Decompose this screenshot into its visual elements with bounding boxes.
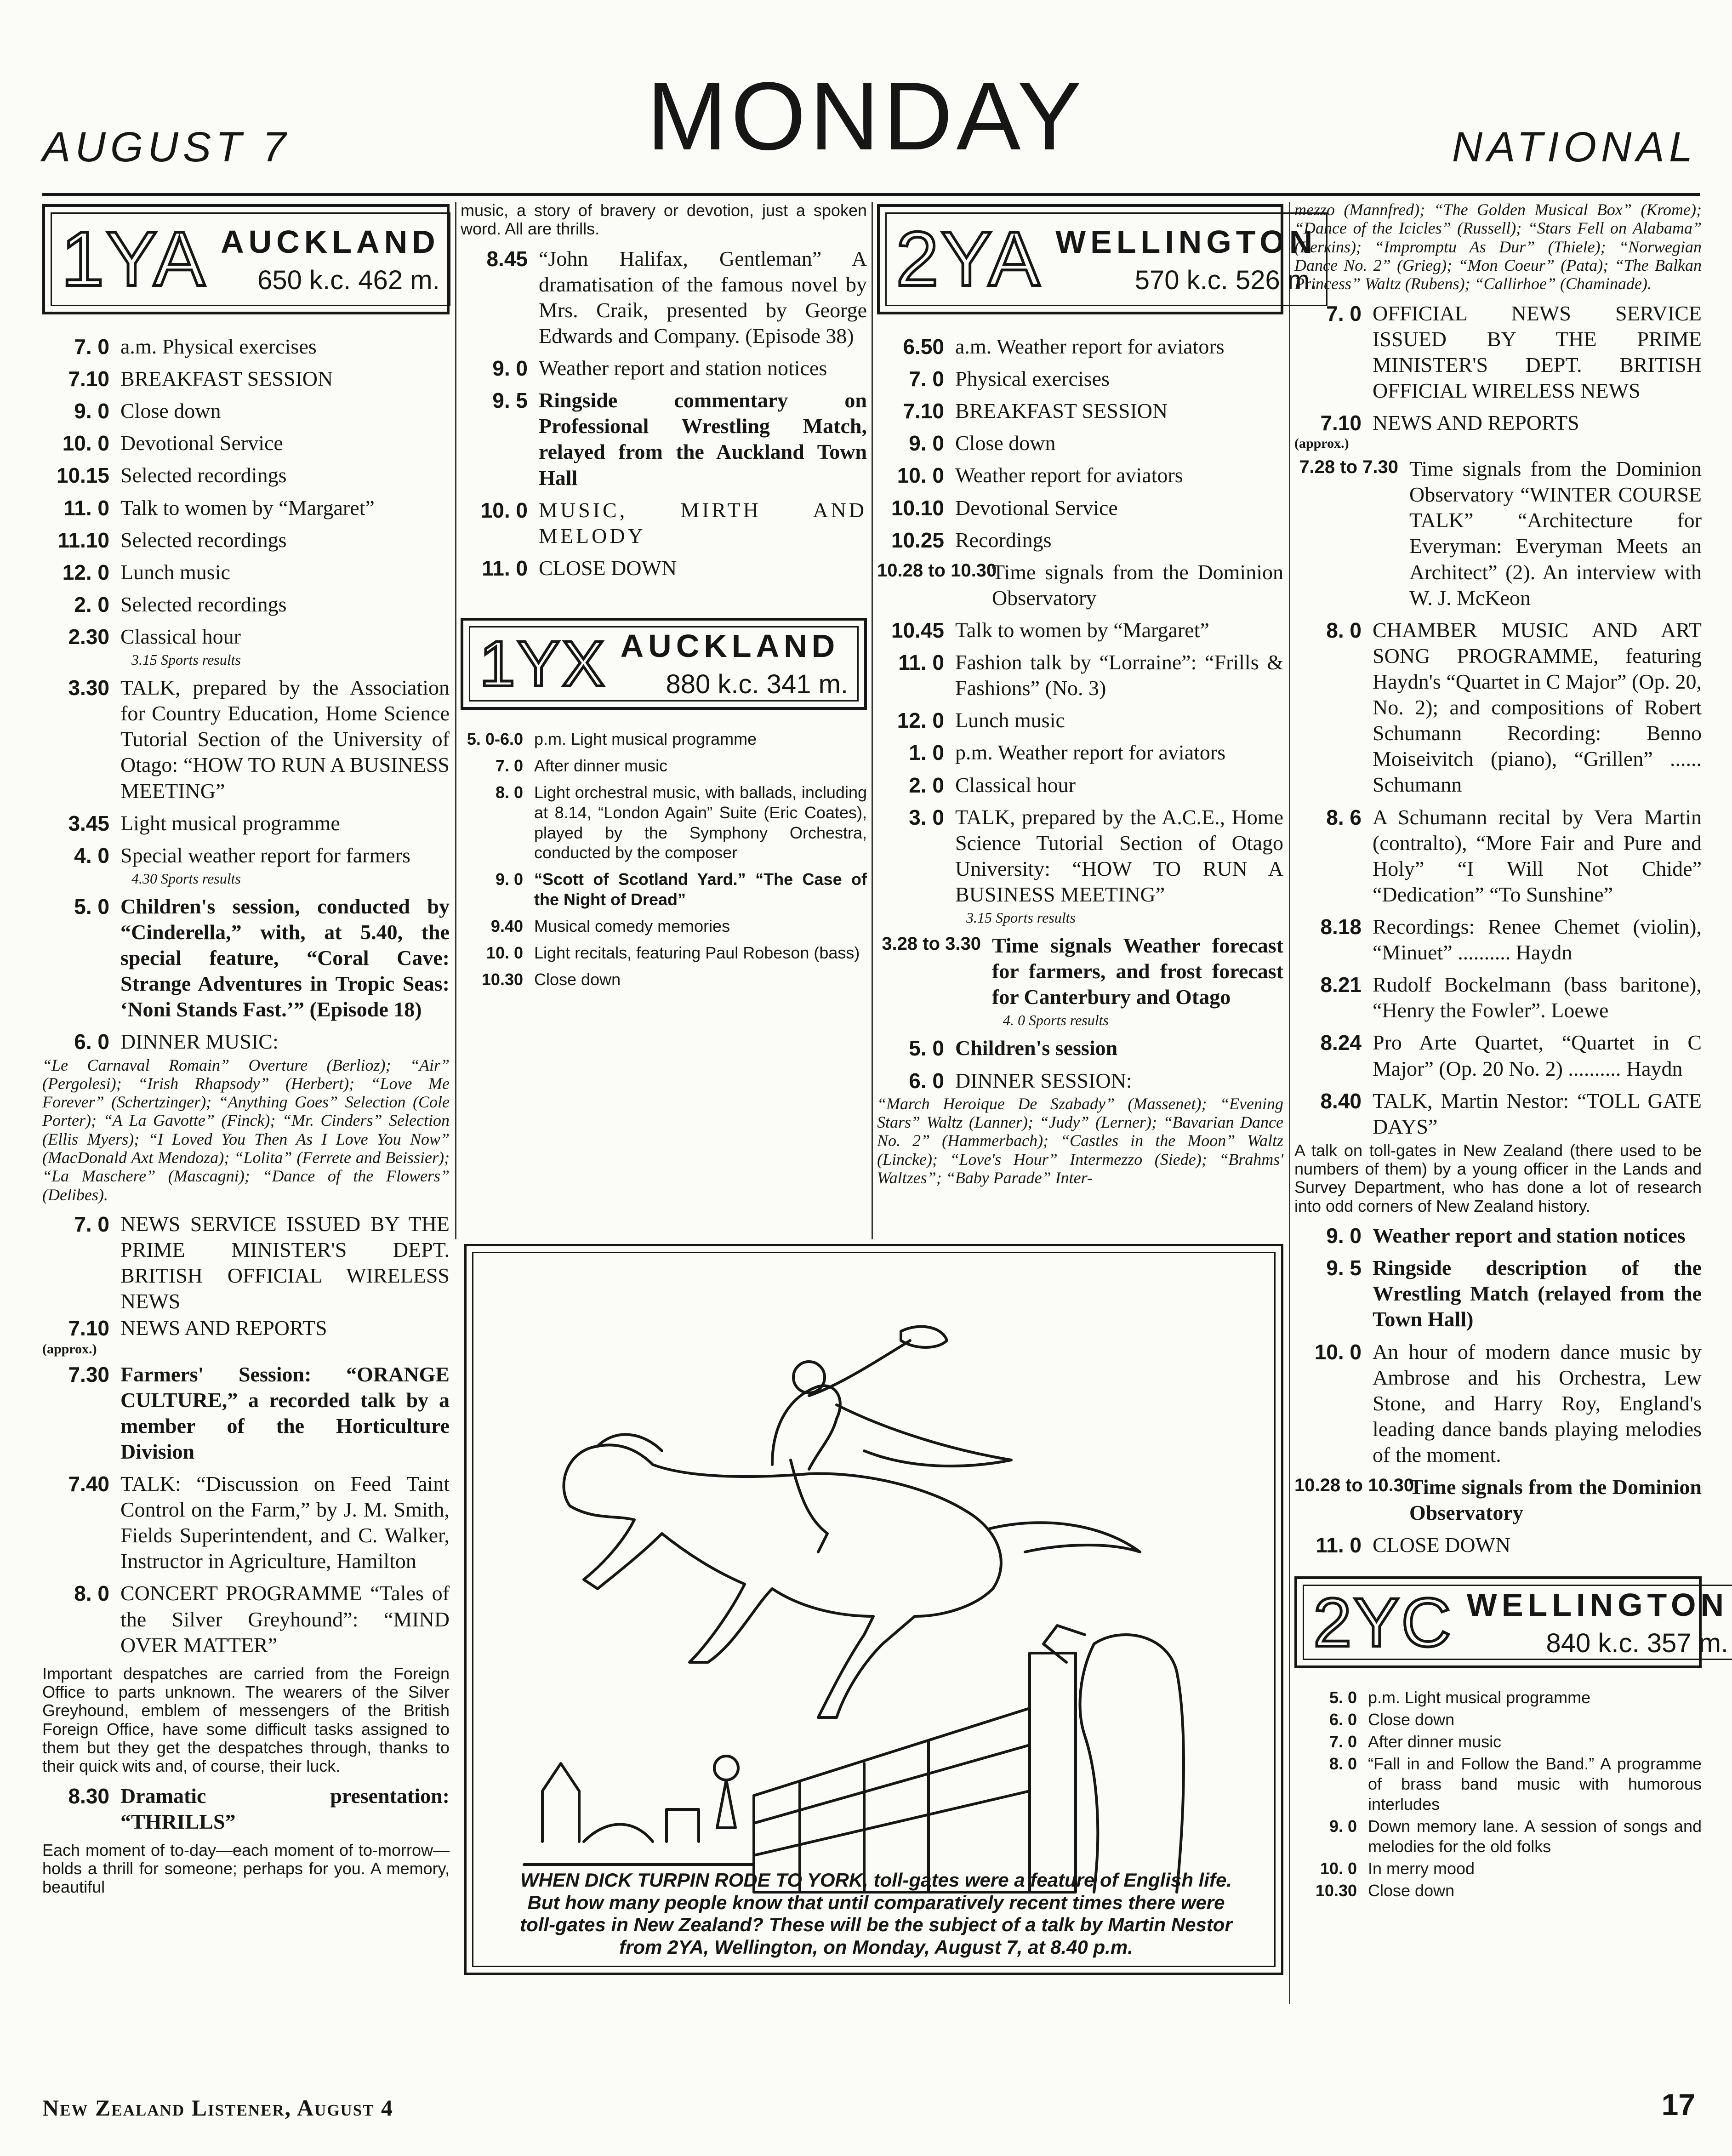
programme-entry: [1294, 1754, 1702, 1814]
programme-time: 10.45: [891, 618, 944, 642]
programme-text: Light orchestral music, with ballads, including at 8.14, “London Again” Suite (Eric Coates), played by the Symphony Orchestra, conducted by the composer: [534, 782, 867, 862]
programme-time: 9. 0: [492, 356, 528, 381]
programme-text: Close down: [534, 970, 621, 989]
programme-entry: [1294, 1859, 1702, 1879]
sports-results-note: 4.30 Sports results: [131, 870, 241, 887]
sports-results-note: 3.15 Sports results: [966, 909, 1076, 926]
programme-text: Close down: [1368, 1881, 1455, 1900]
programme-text: CONCERT PROGRAMME “Tales of the Silver Greyhound”: “MIND OVER MATTER”: [120, 1581, 450, 1657]
programme-entry: [877, 398, 1283, 424]
programme-time: 7.30: [68, 1362, 109, 1386]
programme-entry: [1294, 1688, 1702, 1708]
programme-time: 11. 0: [482, 556, 528, 580]
programme-entry: [42, 1211, 450, 1314]
programme-text: Physical exercises: [955, 367, 1110, 391]
programme-text: Close down: [120, 399, 221, 423]
programme-time: 4. 0: [74, 843, 109, 867]
programme-text: CHAMBER MUSIC AND ART SONG PROGRAMME, featuring Haydn's “Quartet in C Major” (Op. 20, No. 2); and compositions of Robert Schumann Recording: Benno Moiseivitch (piano), “Grillen” ...... Schumann: [1373, 618, 1702, 797]
programme-entry: [42, 1471, 450, 1574]
programme-entry: [461, 246, 867, 349]
programme-text: DINNER MUSIC:: [120, 1030, 279, 1054]
programme-entry: [42, 495, 450, 521]
programme-time: 12. 0: [62, 560, 109, 584]
programme-text: Special weather report for farmers: [120, 843, 410, 867]
programme-entry: [877, 804, 1283, 907]
programme-text: TALK: “Discussion on Feed Taint Control on the Farm,” by J. M. Smith, Fields Superintendent, and C. Walker, Instructor in Agriculture, Hamilton: [120, 1472, 450, 1573]
programme-time: 11. 0: [63, 496, 109, 520]
programme-time: 9. 5: [492, 388, 528, 413]
programme-text: NEWS AND REPORTS: [120, 1316, 327, 1340]
header-date: AUGUST 7: [42, 124, 291, 171]
programme-time: 7.28 to 7.30: [1299, 457, 1398, 478]
programme-time: 10. 0: [1320, 1859, 1357, 1878]
programme-entry: [461, 729, 867, 749]
programme-entry: [877, 650, 1283, 701]
programme-entry: [877, 707, 1283, 733]
programme-text: Close down: [955, 431, 1056, 455]
programme-entry: [1294, 1816, 1702, 1857]
programme-entry: [877, 772, 1283, 798]
programme-entry: [1294, 1474, 1702, 1526]
programme-entry: [42, 624, 450, 650]
programme-entry: [461, 555, 867, 581]
header-rule: [42, 193, 1700, 196]
programme-text: TALK, prepared by the Association for Country Education, Home Science Tutorial Section of the University of Otago: “HOW TO RUN A BUSINESS MEETING”: [120, 676, 450, 803]
programme-entry: [877, 1068, 1283, 1094]
sports-results-note: 4. 0 Sports results: [1003, 1012, 1109, 1029]
programme-time: 8. 0: [74, 1581, 109, 1606]
programme-time: 10. 0: [486, 943, 523, 963]
programme-text: Farmers' Session: “ORANGE CULTURE,” a recorded talk by a member of the Horticulture Division: [120, 1362, 450, 1463]
programme-text: Close down: [1368, 1710, 1455, 1729]
programme-text: Selected recordings: [120, 592, 287, 616]
illustration-box: [464, 1244, 1283, 1975]
column-divider: [1289, 202, 1290, 2004]
programme-time: 7.10: [903, 399, 944, 423]
programme-time: 8. 6: [1326, 805, 1362, 829]
programme-text: “Scott of Scotland Yard.” “The Case of the Night of Dread”: [534, 870, 867, 909]
programme-text: CLOSE DOWN: [1373, 1533, 1511, 1557]
programme-text: TALK, prepared by the A.C.E., Home Science Tutorial Section of Otago University: “HOW TO RUN A BUSINESS MEETING”: [955, 805, 1283, 906]
programme-text: Children's session: [955, 1036, 1118, 1060]
programme-time: 5. 0-6.0: [467, 729, 523, 748]
programme-time: 3. 0: [909, 805, 944, 829]
programme-text: NEWS AND REPORTS: [1373, 411, 1579, 434]
programme-time: 6. 0: [1329, 1710, 1357, 1729]
programme-text: Recordings: [955, 528, 1052, 552]
programme-entry: [1294, 804, 1702, 907]
callsign: 1YX: [479, 627, 607, 700]
publication-footer: New Zealand Listener, August 4: [42, 2095, 394, 2121]
programme-entry: [42, 1362, 450, 1465]
dick-turpin-horse-illustration: [515, 1313, 1246, 1911]
programme-text: Children's session, conducted by “Cinderella,” with, at 5.40, the special feature, “Coral Cave: Strange Adventures in Tropic Seas: ‘Noni Stands Fast.’” (Episode 18): [120, 894, 450, 1021]
programme-time: 9. 0: [1329, 1816, 1357, 1836]
programme-text: p.m. Light musical programme: [1368, 1688, 1591, 1707]
station-logo-2yc: [1294, 1576, 1729, 1668]
programme-time: 10.28 to 10.30: [1294, 1475, 1414, 1496]
programme-time: 9. 0: [74, 399, 109, 423]
programme-entry: [1294, 1088, 1702, 1140]
column-4: [1294, 200, 1729, 1902]
programme-time: 3.30: [68, 676, 109, 700]
programme-time: 12. 0: [897, 708, 944, 733]
programme-entry: [461, 497, 867, 549]
programme-text: MUSIC, MIRTH AND MELODY: [539, 498, 867, 548]
programme-entry: [1294, 1223, 1702, 1249]
programme-entry: [461, 388, 867, 491]
programme-text: BREAKFAST SESSION: [955, 399, 1168, 423]
station-logo-1ya: [42, 204, 450, 314]
programme-entry: [1294, 456, 1702, 611]
programme-text: Musical comedy memories: [534, 917, 730, 936]
programme-time: 9. 0: [1326, 1224, 1362, 1248]
programme-text: Fashion talk by “Lorraine”: “Frills & Fashions” (No. 3): [955, 650, 1283, 700]
programme-text: Classical hour: [955, 773, 1076, 797]
programme-entry: [877, 617, 1283, 643]
programme-entry: [461, 756, 867, 776]
programme-entry: [877, 1035, 1283, 1061]
sports-results-note: 3.15 Sports results: [131, 651, 241, 668]
programme-entry: [461, 970, 867, 990]
programme-text: Selected recordings: [120, 528, 287, 552]
programme-entry: [1294, 301, 1702, 404]
programme-entry: [1294, 972, 1702, 1023]
programme-text: Light recitals, featuring Paul Robeson (bass): [534, 943, 860, 963]
programme-text: p.m. Light musical programme: [534, 729, 757, 748]
programme-entry: [42, 462, 450, 488]
programme-entry: [461, 943, 867, 963]
programme-text: BREAKFAST SESSION: [120, 367, 333, 391]
callsign: 1YA: [61, 216, 207, 302]
programme-time: 1. 0: [909, 741, 944, 765]
programme-time: 8. 0: [495, 782, 523, 802]
station-frequency: 880 k.c. 341 m.: [666, 669, 848, 700]
programme-time: 10.15: [56, 463, 109, 488]
programme-entry: [42, 398, 450, 424]
programme-time: 2. 0: [74, 592, 109, 616]
programme-entry: [877, 334, 1283, 359]
programme-text: p.m. Weather report for aviators: [955, 741, 1226, 764]
programme-time: 7. 0: [1329, 1732, 1357, 1751]
programme-time: 7.10: [68, 1316, 109, 1340]
programme-entry: [42, 1315, 450, 1341]
programme-entry: [877, 366, 1283, 392]
programme-entry: [42, 843, 450, 868]
programme-time: 3.45: [68, 811, 109, 835]
programme-entry: [42, 1029, 450, 1055]
programme-entry: [1294, 1881, 1702, 1901]
programme-text: Time signals from the Dominion Observatory: [992, 560, 1283, 610]
programme-entry: [877, 559, 1283, 611]
programme-time: 8. 0: [1329, 1754, 1357, 1774]
programme-time: 7. 0: [74, 335, 109, 359]
programme-entry: [42, 527, 450, 553]
programme-text: Talk to women by “Margaret”: [120, 496, 375, 519]
programme-entry: [1294, 914, 1702, 965]
programme-text: After dinner music: [534, 756, 668, 775]
station-name: AUCKLAND: [221, 223, 440, 260]
programme-entry: [42, 559, 450, 585]
programme-time: 8.30: [68, 1784, 109, 1808]
programme-time: 10.30: [481, 970, 523, 989]
programme-entry: [42, 430, 450, 456]
programme-entry: [877, 933, 1283, 1010]
programme-entry: [1294, 1710, 1702, 1730]
programme-text: Rudolf Bockelmann (bass baritone), “Henry the Fowler”. Loewe: [1373, 973, 1702, 1022]
programme-time: 8.24: [1320, 1031, 1362, 1055]
programme-text: Dramatic presentation: “THRILLS”: [120, 1784, 450, 1833]
programme-entry: [461, 916, 867, 936]
station-name: WELLINGTON: [1055, 223, 1317, 260]
station-logo-2ya: [877, 204, 1317, 314]
programme-time: 8. 0: [1326, 618, 1362, 642]
programme-text: Light musical programme: [120, 811, 340, 835]
programme-time: 6. 0: [909, 1068, 944, 1093]
programme-time: 9. 5: [1326, 1256, 1362, 1280]
programme-time: 2.30: [68, 624, 109, 649]
programme-text: Weather report and station notices: [539, 356, 827, 380]
programme-time: 7. 0: [74, 1212, 109, 1237]
programme-entry: [877, 495, 1283, 521]
programme-entry: [42, 1783, 450, 1835]
column-1yx-auckland: [42, 204, 450, 1904]
programme-entry: [42, 1580, 450, 1658]
programme-text: Down memory lane. A session of songs and melodies for the old folks: [1368, 1816, 1702, 1856]
programme-entry: [42, 894, 450, 1023]
illustration-caption: WHEN DICK TURPIN RODE TO YORK, toll-gates were a feature of English life. But how many people know that until comparatively recent times there were toll-gates in New Zealand? These will be the subject of a talk by Martin Nestor from 2YA, Wellington, on Monday, August 7, at 8.40 p.m.: [520, 1869, 1232, 1958]
programme-time: 7. 0: [1326, 301, 1362, 325]
programme-text: Lunch music: [955, 708, 1065, 732]
programme-text: Recordings: Renee Chemet (violin), “Minuet” .......... Haydn: [1373, 914, 1702, 964]
header-day: MONDAY: [646, 62, 1086, 170]
callsign: 2YC: [1313, 1584, 1453, 1661]
column-divider: [455, 202, 456, 1239]
programme-time: 10.30: [1315, 1881, 1357, 1900]
programme-text: OFFICIAL NEWS SERVICE ISSUED BY THE PRIME MINISTER'S DEPT. BRITISH OFFICIAL WIRELESS NEWS: [1373, 301, 1702, 402]
programme-time: 3.28 to 3.30: [882, 934, 981, 954]
programme-time: 5. 0: [74, 894, 109, 918]
programme-time: 9. 0: [495, 870, 523, 889]
programme-entry: [1294, 1030, 1702, 1081]
toll-gate-note: A talk on toll-gates in New Zealand (there used to be numbers of them) by a young officer in the Lands and Survey Department, who has done a lot of research into odd corners of New Zealand history.: [1294, 1141, 1702, 1215]
programme-entry: [461, 782, 867, 863]
programme-text: Classical hour: [120, 624, 241, 648]
programme-text: Time signals from the Dominion Observatory: [1409, 1475, 1702, 1525]
page-number: 17: [1661, 2088, 1695, 2122]
programme-entry: [877, 527, 1283, 553]
station-frequency: 650 k.c. 462 m.: [257, 265, 440, 295]
programme-time: 8.40: [1320, 1089, 1362, 1113]
programme-time: 5. 0: [1329, 1688, 1357, 1707]
programme-time: 10.25: [891, 528, 944, 552]
programme-entry: [1294, 617, 1702, 798]
programme-text: Pro Arte Quartet, “Quartet in C Major” (Op. 20 No. 2) .......... Haydn: [1373, 1031, 1702, 1080]
station-name: AUCKLAND: [620, 628, 840, 664]
programme-time: 10. 0: [480, 498, 528, 522]
programme-text: After dinner music: [1368, 1732, 1502, 1751]
programme-text: Devotional Service: [955, 496, 1118, 519]
programme-entry: [1294, 1532, 1702, 1558]
despatches-note: Important despatches are carried from the Foreign Office to parts unknown. The wearers of the Silver Greyhound, emblem of messengers of the British Foreign Office, have some difficult tasks assigned to them but they get the despatches through, thanks to their quick wits and, of course, their luck.: [42, 1664, 450, 1776]
programme-time: 7.10: [68, 367, 109, 391]
programme-text: An hour of modern dance music by Ambrose and his Orchestra, Lew Stone, and Harry Roy, England's leading dance bands playing melodies of the moment.: [1373, 1340, 1702, 1466]
programme-time: 8.18: [1320, 914, 1362, 939]
column-2ya-wellington: [877, 204, 1317, 1194]
programme-text: Devotional Service: [120, 431, 283, 455]
programme-text: Weather report for aviators: [955, 463, 1183, 487]
station-name: WELLINGTON: [1466, 1586, 1729, 1623]
continued-dinner-list: mezzo (Mannfred); “The Golden Musical Box” (Krome); “Dance of the Icicles” (Russell); “Stars Fell on Alabama” (Perkins); “Impromptu As Dur” (Thiele); “Norwegian Dance No. 2” (Grieg); “Mon Coeur” (Pata); “The Balkan Princess” Waltz (Rubens); “Callirhoe” (Chaminade).: [1294, 200, 1702, 293]
programme-text: Ringside commentary on Professional Wrestling Match, relayed from the Auckland Town Hall: [539, 388, 867, 490]
approx-note: (approx.): [1294, 436, 1349, 451]
programme-text: “Fall in and Follow the Band.” A programme of brass band music with humorous interludes: [1368, 1754, 1702, 1814]
programme-time: 6.50: [903, 335, 944, 359]
programme-text: Ringside description of the Wrestling Match (relayed from the Town Hall): [1373, 1256, 1702, 1331]
programme-time: 9. 0: [909, 431, 944, 456]
programme-time: 7. 0: [909, 367, 944, 391]
callsign: 2YA: [896, 216, 1042, 302]
programme-time: 7. 0: [495, 756, 523, 775]
programme-text: TALK, Martin Nestor: “TOLL GATE DAYS”: [1373, 1089, 1702, 1138]
programme-entry: [461, 869, 867, 910]
column-divider: [872, 202, 873, 1239]
programme-text: “John Halifax, Gentleman” A dramatisation of the famous novel by Mrs. Craik, presented by George Edwards and Company. (Episode 38): [539, 246, 867, 348]
dinner-music-list: “Le Carnaval Romain” Overture (Berlioz); “Air” (Pergolesi); “Irish Rhapsody” (Herbert); “Love Me Forever” (Schertzinger); “Anything Goes” Selection (Cole Porter); “A La Gavotte” (Finck); “Mr. Cinders” Selection (Ellis Myers); “I Loved You Then As I Love You Now” (MacDonald Axt Mendoza); “Lolita” (Ferrete and Beissier); “La Maschere” (Mascagni); “Dance of the Flowers” (Delibes).: [42, 1055, 450, 1204]
programme-entry: [1294, 1339, 1702, 1468]
thrills-note: Each moment of to-day—each moment of to-morrow—holds a thrill for someone; perhaps for you. A memory, beautiful: [42, 1840, 450, 1897]
programme-text: Time signals Weather forecast for farmers, and frost forecast for Canterbury and Otago: [992, 934, 1283, 1009]
programme-time: 10.28 to 10.30: [877, 560, 997, 581]
programme-time: 7.40: [68, 1472, 109, 1496]
programme-time: 2. 0: [909, 773, 944, 797]
continued-note: music, a story of bravery or devotion, just a spoken word. All are thrills.: [461, 201, 867, 239]
programme-entry: [877, 430, 1283, 456]
programme-time: 8.45: [486, 246, 528, 271]
programme-time: 6. 0: [74, 1030, 109, 1054]
station-frequency: 570 k.c. 526 m.: [1134, 265, 1317, 295]
programme-text: CLOSE DOWN: [539, 556, 677, 580]
programme-text: DINNER SESSION:: [955, 1068, 1132, 1092]
programme-entry: [42, 810, 450, 836]
programme-entry: [877, 462, 1283, 488]
station-frequency: 840 k.c. 357 m.: [1546, 1628, 1729, 1658]
programme-time: 9.40: [490, 917, 523, 936]
programme-time: 11. 0: [1316, 1533, 1362, 1557]
programme-entry: [42, 366, 450, 392]
header-network: NATIONAL: [1452, 124, 1697, 171]
programme-text: a.m. Weather report for aviators: [955, 335, 1225, 358]
programme-time: 10. 0: [62, 431, 109, 456]
programme-time: 11.10: [57, 528, 109, 552]
programme-entry: [1294, 1255, 1702, 1332]
programme-time: 10. 0: [1314, 1340, 1362, 1364]
programme-time: 7.10: [1320, 411, 1362, 435]
programme-entry: [461, 355, 867, 381]
column-2: [461, 201, 867, 996]
programme-time: 8.21: [1320, 973, 1362, 997]
programme-text: Time signals from the Dominion Observatory “WINTER COURSE TALK” “Architecture for Everyman: Everyman Meets an Architect” (2). An interview with W. J. McKeon: [1409, 457, 1702, 610]
programme-text: In merry mood: [1368, 1859, 1475, 1878]
programme-entry: [42, 334, 450, 359]
programme-entry: [1294, 1732, 1702, 1752]
programme-entry: [42, 675, 450, 804]
programme-text: Lunch music: [120, 560, 230, 584]
station-logo-1yx: [461, 618, 867, 710]
dinner-music-list: “March Heroique De Szabady” (Massenet); “Evening Stars” Waltz (Lanner); “Judy” (Lerner); “Bavarian Dance No. 2” (Hammerbach); “Castles in the Moon” Waltz (Lincke); “Love's Hour” Intermezzo (Siede); “Brahms' Waltzes”; “Baby Parade” Inter-: [877, 1094, 1283, 1187]
programme-text: Selected recordings: [120, 463, 287, 487]
programme-text: A Schumann recital by Vera Martin (contralto), “More Fair and Pure and Holy” “I Will Not Chide” “Dedication” “To Sunshine”: [1373, 805, 1702, 906]
programme-text: NEWS SERVICE ISSUED BY THE PRIME MINISTER'S DEPT. BRITISH OFFICIAL WIRELESS NEWS: [120, 1212, 450, 1313]
programme-time: 10.10: [891, 496, 944, 520]
programme-entry: [877, 740, 1283, 765]
programme-entry: [42, 592, 450, 617]
programme-text: a.m. Physical exercises: [120, 335, 317, 358]
programme-text: Weather report and station notices: [1373, 1224, 1686, 1248]
approx-note: (approx.): [42, 1341, 97, 1357]
programme-text: Talk to women by “Margaret”: [955, 618, 1209, 642]
programme-time: 10. 0: [897, 463, 944, 488]
programme-time: 11. 0: [898, 650, 944, 675]
programme-entry: [1294, 410, 1702, 436]
programme-time: 5. 0: [909, 1036, 944, 1061]
